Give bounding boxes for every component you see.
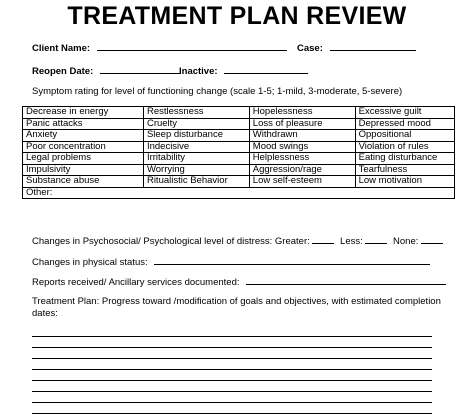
symptom-rating-note: Symptom rating for level of functioning change (scale 1-5; 1-mild, 3-moderate, 5-severe)	[32, 86, 403, 97]
page-title: TREATMENT PLAN REVIEW	[67, 2, 407, 30]
symptom-cell[interactable]: Cruelty	[143, 118, 249, 130]
less-label: Less:	[340, 236, 363, 247]
symptom-cell[interactable]: Poor concentration	[23, 141, 144, 153]
none-label: None:	[393, 236, 419, 247]
changes-psych-row	[32, 234, 443, 247]
symptom-cell[interactable]: Eating disturbance	[355, 153, 454, 165]
symptom-row	[23, 130, 455, 142]
reopen-date-row	[32, 64, 180, 77]
case-label: Case:	[297, 43, 323, 54]
writing-line[interactable]	[32, 369, 432, 370]
symptom-cell[interactable]: Restlessness	[143, 107, 249, 119]
reports-row	[32, 275, 446, 288]
symptom-cell[interactable]: Hopelessness	[249, 107, 355, 119]
inactive-label: Inactive:	[179, 66, 218, 77]
symptom-row	[23, 176, 455, 188]
symptom-cell[interactable]: Worrying	[143, 164, 249, 176]
symptom-cell[interactable]: Panic attacks	[23, 118, 144, 130]
treatment-plan-line-2: dates:	[32, 308, 58, 319]
greater-field[interactable]	[312, 234, 334, 244]
other-cell[interactable]: Other:	[23, 187, 455, 199]
symptom-cell[interactable]: Anxiety	[23, 130, 144, 142]
reports-field[interactable]	[246, 275, 446, 285]
changes-psych-label: Changes in Psychosocial/ Psychological level of distress: Greater:	[32, 236, 310, 247]
symptom-row	[23, 118, 455, 130]
client-name-label: Client Name:	[32, 43, 91, 54]
writing-line[interactable]	[32, 380, 432, 381]
writing-line[interactable]	[32, 402, 432, 403]
inactive-row	[179, 64, 308, 77]
symptom-cell[interactable]: Sleep disturbance	[143, 130, 249, 142]
other-row	[23, 187, 455, 199]
symptom-row	[23, 107, 455, 119]
changes-physical-row	[32, 255, 430, 268]
symptom-cell[interactable]: Low self-esteem	[249, 176, 355, 188]
reports-label: Reports received/ Ancillary services documented:	[32, 277, 240, 288]
none-field[interactable]	[421, 234, 443, 244]
symptom-cell[interactable]: Depressed mood	[355, 118, 454, 130]
symptom-cell[interactable]: Indecisive	[143, 141, 249, 153]
symptom-cell[interactable]: Legal problems	[23, 153, 144, 165]
symptom-row	[23, 141, 455, 153]
inactive-field[interactable]	[224, 64, 308, 74]
symptom-cell[interactable]: Loss of pleasure	[249, 118, 355, 130]
symptom-cell[interactable]: Aggression/rage	[249, 164, 355, 176]
symptom-cell[interactable]: Irritability	[143, 153, 249, 165]
symptom-row	[23, 153, 455, 165]
case-field[interactable]	[330, 41, 416, 51]
symptom-table	[22, 106, 455, 199]
symptom-cell[interactable]: Mood swings	[249, 141, 355, 153]
symptom-cell[interactable]: Withdrawn	[249, 130, 355, 142]
writing-line[interactable]	[32, 336, 432, 337]
symptom-cell[interactable]: Tearfulness	[355, 164, 454, 176]
client-name-row	[32, 41, 287, 54]
reopen-date-label: Reopen Date:	[32, 66, 94, 77]
case-row	[297, 41, 416, 54]
symptom-cell[interactable]: Decrease in energy	[23, 107, 144, 119]
symptom-cell[interactable]: Violation of rules	[355, 141, 454, 153]
writing-line[interactable]	[32, 391, 432, 392]
symptom-cell[interactable]: Substance abuse	[23, 176, 144, 188]
symptom-cell[interactable]: Impulsivity	[23, 164, 144, 176]
symptom-cell[interactable]: Oppositional	[355, 130, 454, 142]
client-name-field[interactable]	[97, 41, 287, 51]
less-field[interactable]	[365, 234, 387, 244]
treatment-plan-line-1: Treatment Plan: Progress toward /modification of goals and objectives, with estimated completion	[32, 296, 441, 307]
symptom-cell[interactable]: Low motivation	[355, 176, 454, 188]
changes-physical-label: Changes in physical status:	[32, 257, 148, 268]
changes-physical-field[interactable]	[154, 255, 430, 265]
writing-line[interactable]	[32, 347, 432, 348]
symptom-cell[interactable]: Excessive guilt	[355, 107, 454, 119]
reopen-date-field[interactable]	[100, 64, 180, 74]
writing-line[interactable]	[32, 358, 432, 359]
symptom-cell[interactable]: Ritualistic Behavior	[143, 176, 249, 188]
symptom-row	[23, 164, 455, 176]
writing-line[interactable]	[32, 413, 432, 414]
symptom-cell[interactable]: Helplessness	[249, 153, 355, 165]
